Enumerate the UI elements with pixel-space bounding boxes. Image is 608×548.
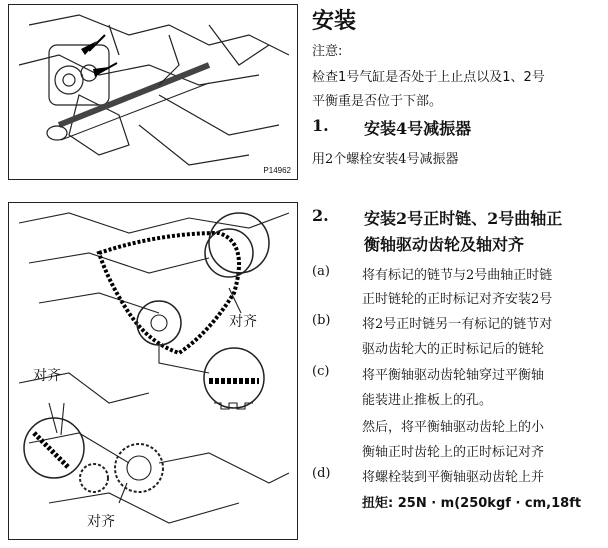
sub-a-line-1: 将有标记的链节与2号曲轴正时链 (362, 268, 553, 283)
step-1-title: 安装4号减振器 (364, 119, 472, 138)
note-label: 注意: (312, 44, 343, 59)
engine-illustration-1 (9, 5, 297, 179)
figure-damper-install (8, 4, 298, 180)
figure-code: P14962 (263, 166, 291, 175)
section-title: 安装 (312, 9, 357, 34)
note-line-2: 平衡重是否位于下部。 (312, 94, 443, 109)
sub-c-line-4: 衡轴正时齿轮上的正时标记对齐 (362, 445, 545, 460)
note-line-1: 检查1号气缸是否处于上止点以及1、2号 (312, 70, 545, 85)
step-2-title-line-2: 衡轴驱动齿轮及轴对齐 (364, 235, 525, 254)
sub-a-line-2: 正时链轮的正时标记对齐安装2号 (362, 292, 553, 307)
step-2-title-line-1: 安装2号正时链、2号曲轴正 (364, 209, 563, 228)
sub-b-line-1: 将2号正时链另一有标记的链节对 (362, 317, 553, 332)
label-align-bottom: 对齐 (87, 514, 115, 530)
label-align-left: 对齐 (33, 368, 61, 384)
sub-c-letter: (c) (312, 364, 330, 379)
sub-b-line-2: 驱动齿轮大的正时标记后的链轮 (362, 342, 545, 357)
sub-a-letter: (a) (312, 264, 330, 279)
sub-c-line-1: 将平衡轴驱动齿轮轴穿过平衡轴 (362, 368, 545, 383)
torque-spec: 扭矩: 25N · m(250kgf · cm,18ft (362, 496, 582, 511)
instruction-text (312, 0, 608, 548)
label-align-right: 对齐 (229, 314, 257, 330)
sub-c-line-2: 能装进止推板上的孔。 (362, 393, 493, 408)
figure-chain-install (8, 202, 298, 540)
step-2-number: 2. (312, 206, 329, 225)
sub-d-line-1: 将螺栓装到平衡轴驱动齿轮上并 (362, 470, 545, 485)
step-1-desc: 用2个螺栓安装4号减振器 (312, 152, 459, 167)
sub-d-letter: (d) (312, 466, 331, 481)
sub-c-line-3: 然后，将平衡轴驱动齿轮上的小 (362, 420, 545, 435)
step-1-number: 1. (312, 116, 329, 135)
sub-b-letter: (b) (312, 313, 331, 328)
